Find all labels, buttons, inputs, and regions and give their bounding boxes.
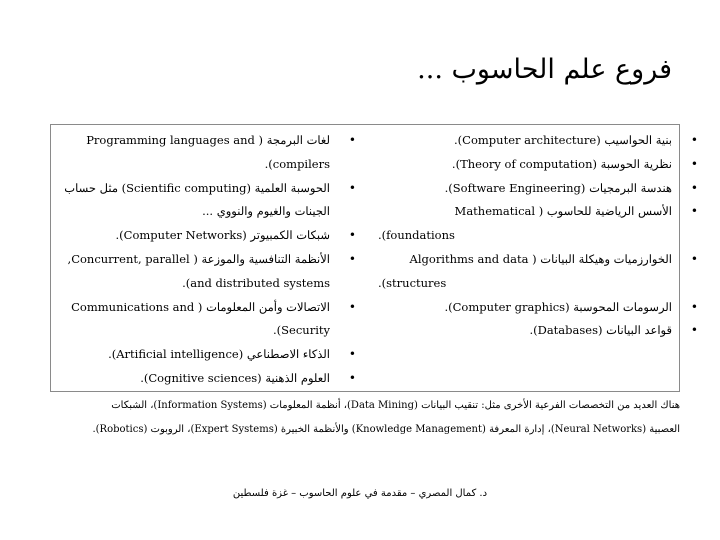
bullet-icon: • [690, 180, 698, 195]
list-item [378, 296, 698, 320]
bullet-icon: • [348, 347, 356, 362]
list-item [378, 200, 698, 248]
list-item-continuation: foundations). [378, 228, 455, 243]
list-item [378, 177, 698, 201]
list-item-continuation: and distributed systems). [182, 275, 330, 290]
note-line: هناك العديد من التخصصات الفرعية الأخرى مثل: تنقيب البيانات (Data Mining)، أنظمة المعلومات (Information Systems)، الشبكات [111, 400, 680, 411]
list-item-continuation: compilers). [264, 156, 330, 171]
list-item [378, 319, 698, 343]
bullet-icon: • [348, 228, 356, 243]
bullet-icon: • [348, 299, 356, 314]
list-item [378, 248, 698, 296]
bullet-icon: • [690, 133, 698, 147]
list-item-text: الحوسبة العلمية (Scientific computing) مثل حساب [64, 180, 330, 195]
list-item-text: قواعد البيانات (Databases). [529, 323, 672, 338]
list-item-continuation: الجينات والغيوم والنووي ... [202, 204, 330, 219]
bullet-icon: • [690, 323, 698, 338]
bullet-icon: • [690, 251, 698, 266]
bullet-icon: • [690, 156, 698, 171]
list-item-text: الاتصالات وأمن المعلومات ( Communications and [71, 299, 330, 314]
list-item [26, 224, 356, 248]
list-item-text: بنية الحواسيب (Computer architecture). [454, 133, 672, 147]
bullet-icon: • [690, 204, 698, 219]
list-item [26, 343, 356, 367]
list-item-text: الأنظمة التنافسية والموزعة ( Concurrent, parallel, [67, 251, 330, 266]
list-item-text: الأسس الرياضية للحاسوب ( Mathematical [454, 204, 672, 219]
list-item [378, 153, 698, 177]
right-column [378, 129, 698, 343]
bullet-icon: • [690, 299, 698, 314]
list-item [26, 177, 356, 225]
list-item-text: شبكات الكمبيوتر (Computer Networks). [115, 228, 330, 243]
list-item [26, 129, 356, 177]
list-item-text: الخوارزميات وهيكلة البيانات ( Algorithms and data [409, 251, 672, 266]
list-item [26, 367, 356, 391]
list-item-text: العلوم الذهنية (Cognitive sciences). [140, 370, 330, 385]
list-item [26, 296, 356, 344]
list-item-text: الرسومات المحوسبة (Computer graphics). [444, 299, 672, 314]
list-item-text: الذكاء الاصطناعي (Artificial intelligence). [108, 347, 330, 362]
bullet-icon: • [348, 133, 356, 147]
list-item-text: هندسة البرمجيات (Software Engineering). [444, 180, 672, 195]
list-item-continuation: Security). [273, 323, 330, 338]
list-item-continuation: structures). [378, 275, 447, 290]
list-item-text: لغات البرمجة ( Programming languages and [86, 133, 330, 147]
list-item-text: نظرية الحوسبة (Theory of computation). [451, 156, 672, 171]
list-item [378, 129, 698, 153]
note-line: العصبية (Neural Networks)، إدارة المعرفة (Knowledge Management) والأنظمة الخبيرة (Expert Systems)، الروبوت (Robotics). [92, 424, 680, 435]
bullet-icon: • [348, 370, 356, 385]
bullet-icon: • [348, 251, 356, 266]
slide-title: فروع علم الحاسوب ... [417, 54, 672, 85]
additional-subfields-note [28, 394, 680, 442]
slide-footer: د. كمال المصري – مقدمة في علوم الحاسوب – غزة فلسطين [232, 488, 488, 499]
bullet-icon: • [348, 180, 356, 195]
left-column [26, 129, 356, 391]
list-item [26, 248, 356, 296]
